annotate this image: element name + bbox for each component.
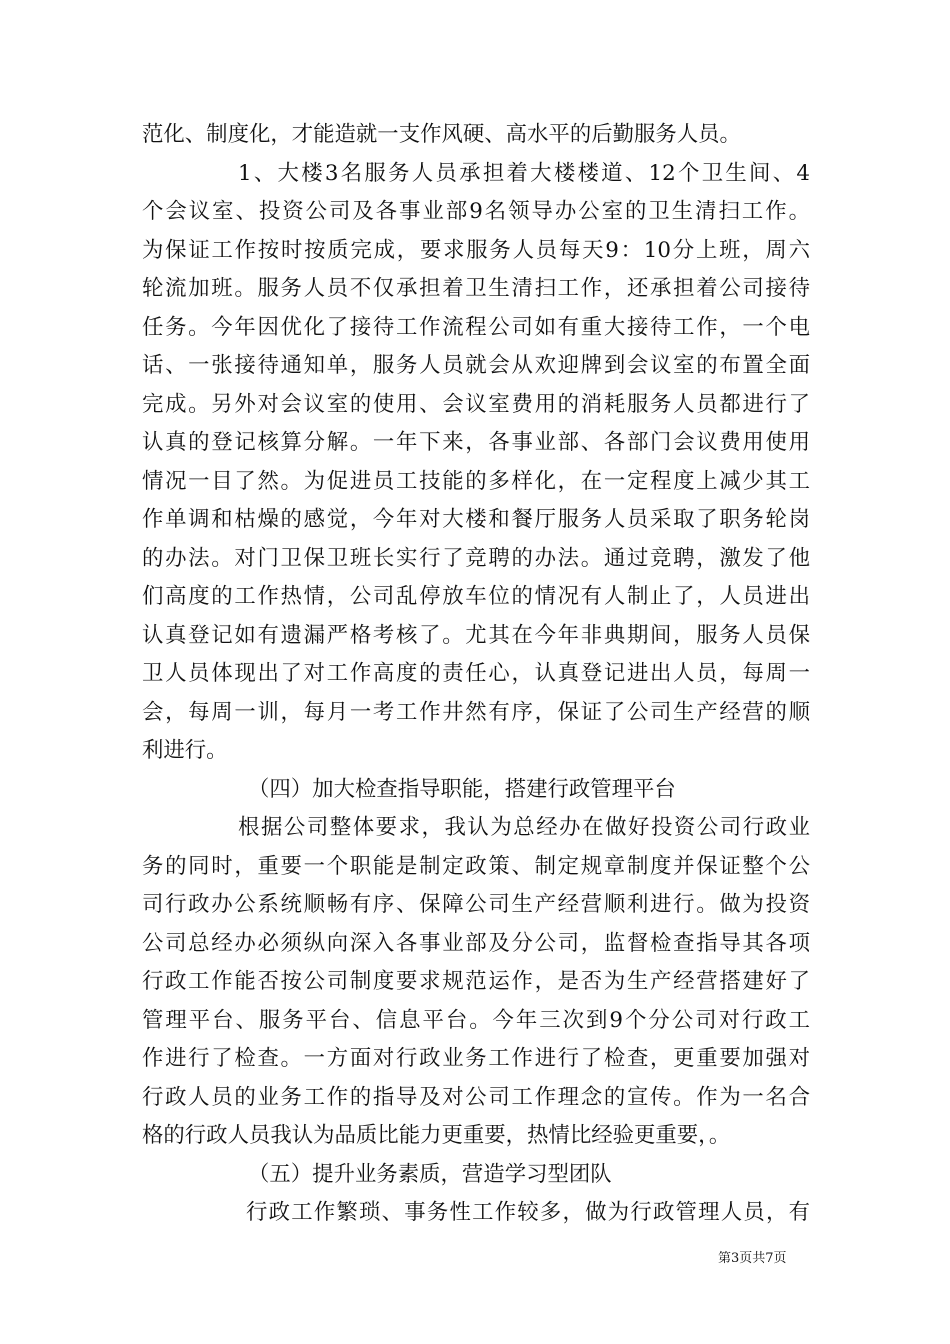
paragraph-line: 情况一目了然。为促进员工技能的多样化，在一定程度上减少其工 bbox=[142, 468, 810, 494]
paragraph-line: 个会议室、投资公司及各事业部9名领导办公室的卫生清扫工作。 bbox=[142, 199, 810, 224]
paragraph-line: 的办法。对门卫保卫班长实行了竞聘的办法。通过竞聘，激发了他 bbox=[142, 545, 810, 571]
page-number: 第3页共7页 bbox=[718, 1251, 787, 1266]
paragraph-line: 1、大楼3名服务人员承担着大楼楼道、12个卫生间、4 bbox=[238, 160, 810, 186]
paragraph-line: 格的行政人员我认为品质比能力更重要，热情比经验更重要，。 bbox=[142, 1123, 731, 1148]
paragraph-line: 作单调和枯燥的感觉，今年对大楼和餐厅服务人员采取了职务轮岗 bbox=[142, 507, 810, 532]
paragraph-line: 会，每周一训，每月一考工作井然有序，保证了公司生产经营的顺 bbox=[142, 699, 810, 725]
paragraph-line: 认真登记如有遗漏严格考核了。尤其在今年非典期间，服务人员保 bbox=[142, 622, 810, 648]
paragraph-line: 完成。另外对会议室的使用、会议室费用的消耗服务人员都进行了 bbox=[142, 391, 810, 417]
paragraph-line: 公司总经办必须纵向深入各事业部及分公司，监督检查指导其各项 bbox=[142, 930, 810, 956]
paragraph-line: 务的同时，重要一个职能是制定政策、制定规章制度并保证整个公 bbox=[142, 853, 810, 879]
section-heading: （四）加大检查指导职能，搭建行政管理平台 bbox=[248, 776, 676, 802]
paragraph-line: 卫人员体现出了对工作高度的责任心，认真登记进出人员，每周一 bbox=[142, 661, 810, 686]
paragraph-line: 认真的登记核算分解。一年下来，各事业部、各部门会议费用使用 bbox=[142, 430, 810, 455]
paragraph-line: 为保证工作按时按质完成，要求服务人员每天9：10分上班，周六 bbox=[142, 237, 810, 263]
paragraph-line: 行政工作繁琐、事务性工作较多，做为行政管理人员，有 bbox=[246, 1200, 810, 1225]
paragraph-line: 话、一张接待通知单，服务人员就会从欢迎牌到会议室的布置全面 bbox=[142, 353, 810, 378]
section-heading: （五）提升业务素质，营造学习型团队 bbox=[248, 1161, 612, 1187]
paragraph-line: 管理平台、服务平台、信息平台。今年三次到9个分公司对行政工 bbox=[142, 1007, 810, 1033]
paragraph-line: 范化、制度化，才能造就一支作风硬、高水平的后勤服务人员。 bbox=[142, 122, 741, 147]
body-text bbox=[142, 116, 810, 1233]
paragraph-line: 轮流加班。服务人员不仅承担着卫生清扫工作，还承担着公司接待 bbox=[142, 276, 810, 301]
paragraph-line: 任务。今年因优化了接待工作流程公司如有重大接待工作，一个电 bbox=[142, 314, 810, 340]
paragraph-line: 作进行了检查。一方面对行政业务工作进行了检查，更重要加强对 bbox=[142, 1046, 810, 1071]
paragraph-line: 行政工作能否按公司制度要求规范运作，是否为生产经营搭建好了 bbox=[142, 969, 810, 994]
paragraph-line: 利进行。 bbox=[142, 738, 228, 763]
paragraph-line: 根据公司整体要求，我认为总经办在做好投资公司行政业 bbox=[238, 815, 810, 840]
paragraph-line: 们高度的工作热情，公司乱停放车位的情况有人制止了，人员进出 bbox=[142, 584, 810, 609]
paragraph-line: 行政人员的业务工作的指导及对公司工作理念的宣传。作为一名合 bbox=[142, 1084, 810, 1110]
paragraph-line: 司行政办公系统顺畅有序、保障公司生产经营顺利进行。做为投资 bbox=[142, 892, 810, 917]
